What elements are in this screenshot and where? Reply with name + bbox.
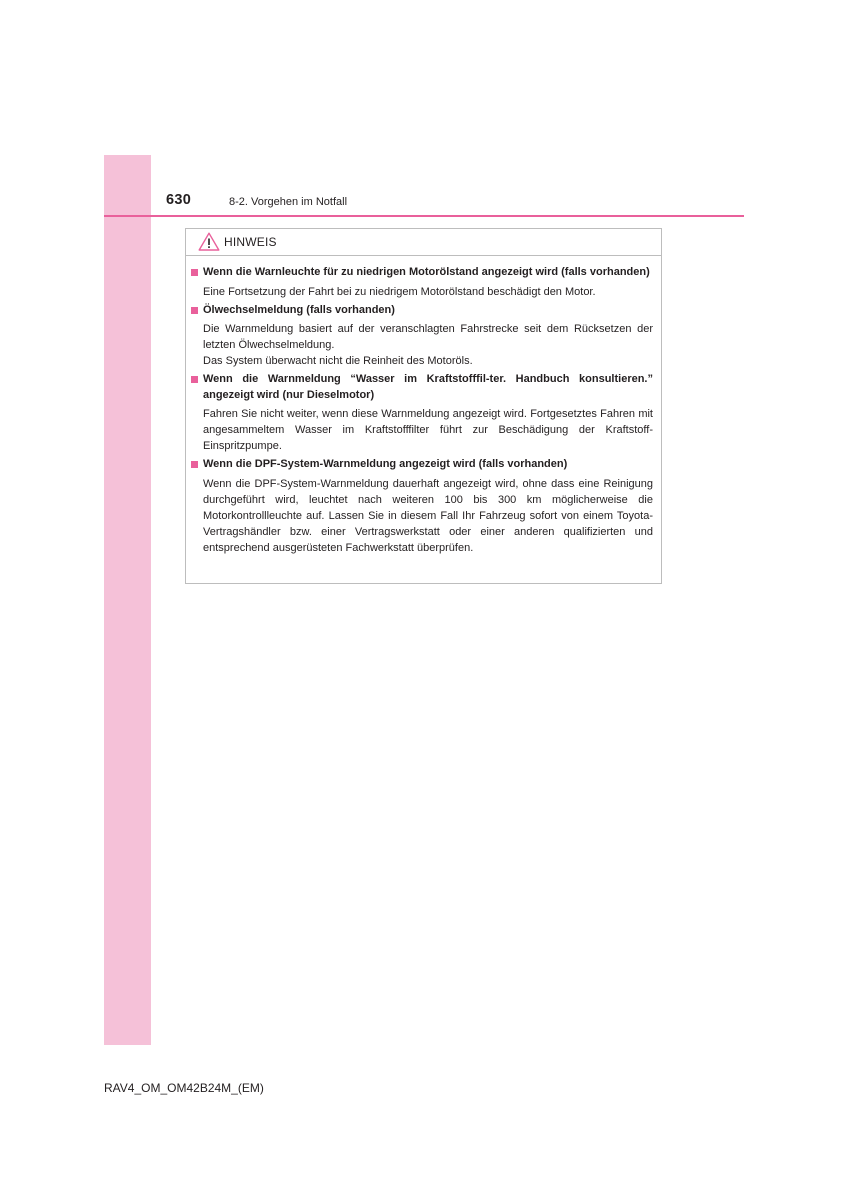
- notice-item-text: Das System überwacht nicht die Reinheit des Motoröls.: [203, 355, 473, 367]
- chapter-side-tab: [104, 155, 151, 1045]
- notice-item: [190, 265, 653, 300]
- notice-item-heading: Ölwechselmeldung (falls vorhanden): [190, 303, 653, 319]
- notice-item: [190, 457, 653, 556]
- page-number: 630: [166, 192, 192, 208]
- notice-item-heading: Wenn die DPF-System-Warnmeldung angezeigt wird (falls vorhanden): [190, 457, 653, 473]
- notice-item-text: Wenn die DPF-System-Warnmeldung dauerhaft angezeigt wird, ohne dass eine Reinigung durchgeführt wird, leuchtet nach weiteren 100 bis 300 km möglicherweise die Motorkontrollleuchte auf. Lassen Sie in diesem Fall Ihr Fahrzeug sofort von einem Toyota-Vertragshändler bzw. einer Vertragswerkstatt oder einer anderen qualifizierten und entsprechend ausgerüsteten Fachwerkstatt überprüfen.: [203, 477, 653, 554]
- notice-item-text: Eine Fortsetzung der Fahrt bei zu niedrigem Motorölstand beschädigt den Motor.: [203, 285, 596, 298]
- notice-item: [190, 372, 653, 454]
- notice-item-heading: Wenn die Warnmeldung “Wasser im Kraftstofffil-ter. Handbuch konsultieren.” angezeigt wird (nur Dieselmotor): [190, 372, 653, 403]
- notice-box: [185, 228, 662, 584]
- header-divider: [104, 215, 744, 217]
- notice-header: [186, 229, 661, 256]
- document-code: RAV4_OM_OM42B24M_(EM): [104, 1081, 264, 1095]
- notice-item-heading: Wenn die Warnleuchte für zu niedrigen Motorölstand angezeigt wird (falls vorhanden): [190, 265, 653, 281]
- notice-title: HINWEIS: [224, 235, 277, 249]
- warning-triangle-icon: [198, 232, 220, 251]
- notice-item-text: Die Warnmeldung basiert auf der veranschlagten Fahrstrecke seit dem Rücksetzen der letzten Ölwechselmeldung.: [203, 323, 653, 351]
- notice-item-text: Fahren Sie nicht weiter, wenn diese Warnmeldung angezeigt wird. Fortgesetztes Fahren mit angesammeltem Wasser im Kraftstofffilter führt zur Beschädigung der Kraftstoff-Einspritzpumpe.: [203, 408, 653, 452]
- notice-item: [190, 303, 653, 370]
- section-title: 8-2. Vorgehen im Notfall: [229, 196, 348, 208]
- notice-body: [186, 256, 661, 556]
